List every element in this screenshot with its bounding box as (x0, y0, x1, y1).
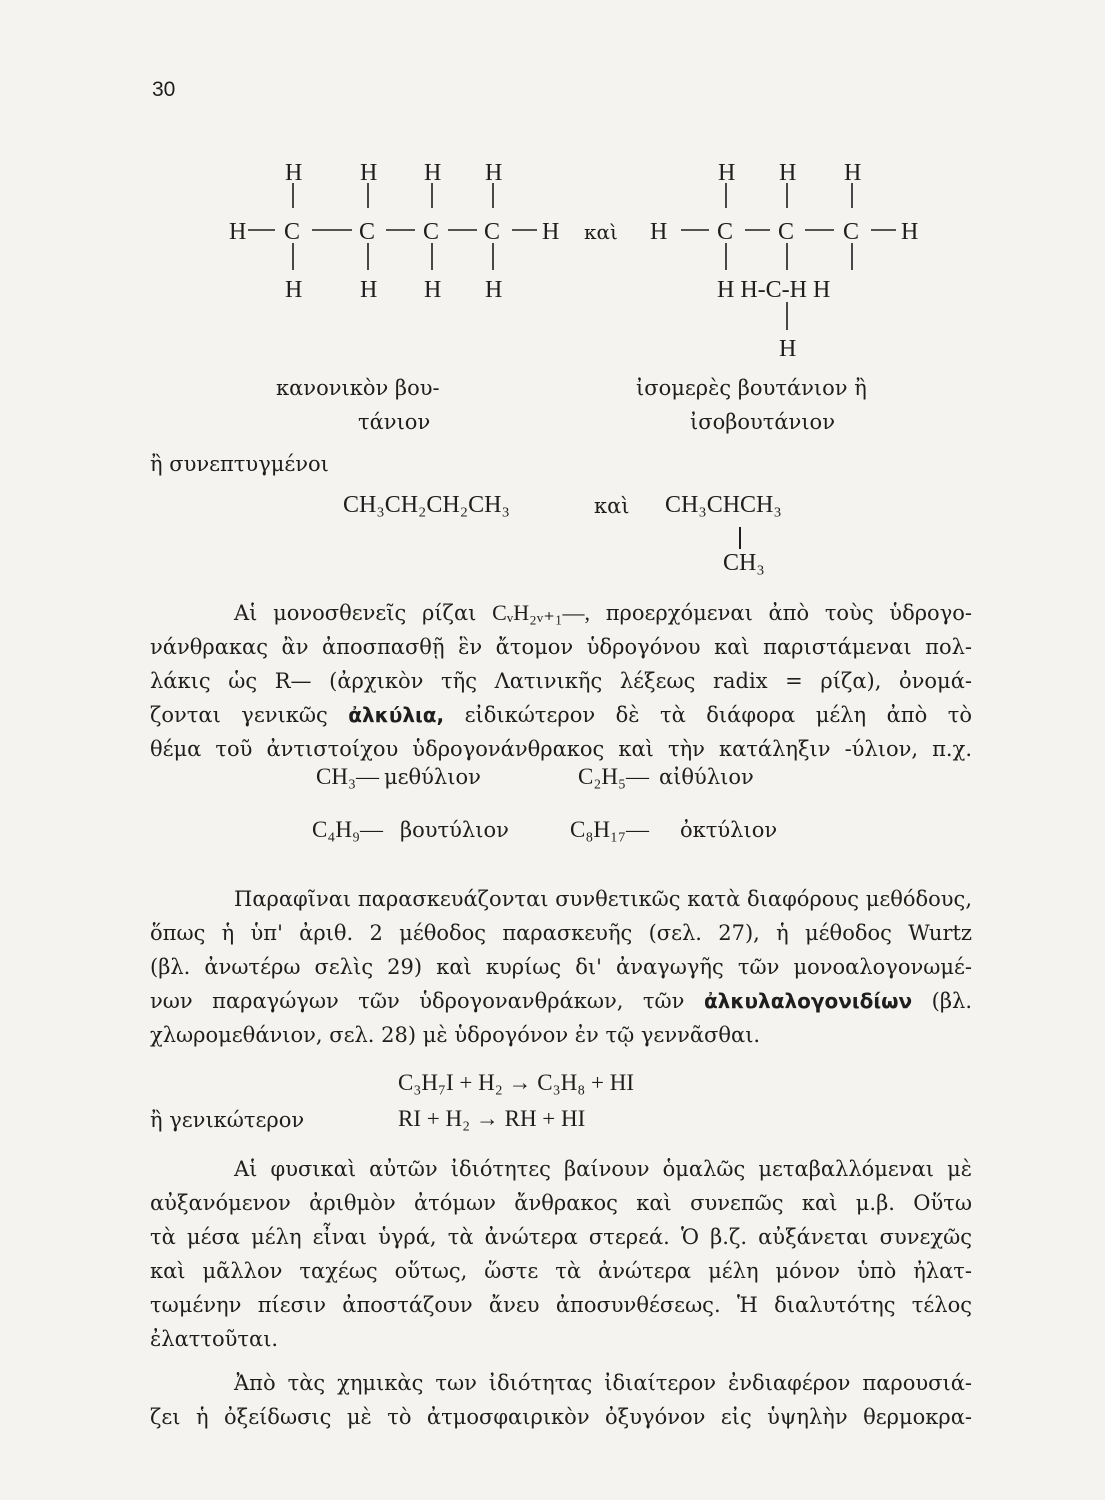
condensed-connector: καὶ (594, 494, 630, 518)
caption-right-line2: ἰσοβουτάνιον (690, 410, 835, 434)
p3-line2: αὐξανόμενον ἀριθμὸν ἀτόμων ἄνθρακος καὶ συνεπῶς καὶ μ.β. Οὕτω (150, 1191, 972, 1215)
right-bottom-row: H H-C-H H (717, 277, 831, 303)
left-bottom-h-4: H (485, 277, 503, 303)
p1-line3: λάκις ὡς R— (ἀρχικὸν τῆς Λατινικῆς λέξεως radix = ρίζα), ὀνομά- (150, 669, 972, 693)
left-top-h-4: H (485, 160, 503, 186)
left-bottom-h-1: H (285, 277, 303, 303)
right-top-h-2: H (779, 160, 797, 186)
caption-left-line1: κανονικὸν βου- (276, 376, 440, 400)
p1-line4-start: ζονται γενικῶς (150, 703, 328, 727)
condensed-left: CH₃CH₂CH₂CH₃ (343, 492, 510, 518)
p4-line1: Ἀπὸ τὰς χημικὰς των ἰδιότητας ἰδιαίτερον ἐνδιαφέρον παρουσιά- (234, 1371, 972, 1395)
reaction-2: RI + H₂ → RH + HI (398, 1106, 586, 1131)
left-chain-h-start: H (229, 219, 247, 245)
condensed-right: CH₃CHCH₃ (665, 492, 782, 518)
p1-line5: θέμα τοῦ ἀντιστοίχου ὑδρογονάνθρακος καὶ τὴν κατάληξιν -ύλιον, π.χ. (150, 737, 972, 761)
p2-line4-start: νων παραγώγων τῶν ὑδρογονανθράκων, τῶν (150, 989, 685, 1013)
alkyl-formula-4: C₈H₁₇— (570, 817, 650, 842)
right-chain-c-2: C (778, 219, 795, 245)
reaction-2-label: ἢ γενικώτερον (150, 1108, 305, 1132)
paragraph-2 (150, 882, 972, 1052)
left-bottom-h-3: H (424, 277, 442, 303)
left-top-h-3: H (424, 160, 442, 186)
p3-line3: τὰ μέσα μέλη εἶναι ὑγρά, τὰ ἀνώτερα στερεά. Ὁ β.ζ. αὐξάνεται συνεχῶς (150, 1225, 972, 1249)
alkyl-name-4: ὀκτύλιον (680, 818, 778, 842)
p2-line2: ὅπως ἡ ὑπ' ἀριθ. 2 μέθοδος παρασκευῆς (σελ. 27), ἡ μέθοδος Wurtz (150, 921, 972, 945)
left-chain-c-1: C (284, 219, 301, 245)
p1-line4-bold-term: ἀλκύλια, (348, 703, 445, 727)
structural-formulas (0, 0, 1105, 380)
right-chain-h-start: H (650, 219, 668, 245)
p2-line3: (βλ. ἀνωτέρω σελὶς 29) καὶ κυρίως δι' ἀναγωγῆς τῶν μονοαλογονωμέ- (150, 955, 972, 979)
right-chain-c-3: C (843, 219, 860, 245)
alkyl-formula-3: C₄H₉— (312, 817, 383, 842)
p2-line4-bold-term: ἀλκυλαλογονιδίων (703, 989, 913, 1013)
left-chain-h-end: H (542, 219, 560, 245)
left-top-h-2: H (360, 160, 378, 186)
p2-line4-end: (βλ. (931, 989, 972, 1013)
alkyl-formula-2: C₂H₅— (578, 764, 649, 789)
right-bottom-h: H (779, 336, 797, 362)
condensed-branch-bond (739, 527, 741, 549)
p3-line1: Αἱ φυσικαὶ αὐτῶν ἰδιότητες βαίνουν ὁμαλῶς μεταβαλλόμεναι μὲ (234, 1157, 972, 1181)
paragraph-1 (150, 596, 972, 766)
condensed-intro: ἢ συνεπτυγμένοι (150, 452, 329, 476)
p3-line5: τωμένην πίεσιν ἀποστάζουν ἄνευ ἀποσυνθέσεως. Ἡ διαλυτότης τέλος (150, 1293, 972, 1317)
left-chain-c-4: C (484, 219, 501, 245)
left-chain-c-2: C (359, 219, 376, 245)
p2-line5: χλωρομεθάνιον, σελ. 28) μὲ ὑδρογόνον ἐν τῷ γεννᾶσθαι. (150, 1023, 761, 1047)
p2-line1: Παραφῖναι παρασκευάζονται συνθετικῶς κατὰ διαφόρους μεθόδους, (234, 887, 972, 911)
p1-line1-end: προερχόμεναι ἀπὸ τοὺς ὑδρογο- (605, 601, 972, 625)
p1-line1-formula: CᵥH₂ᵥ₊₁—, (492, 600, 591, 625)
right-chain-c-1: C (717, 219, 734, 245)
p3-line6: ἐλαττοῦται. (150, 1327, 279, 1351)
reaction-1: C₃H₇I + H₂ → C₃H₈ + HI (398, 1070, 634, 1095)
p1-line2: νάνθρακας ἂν ἀποσπασθῇ ἓν ἄτομον ὑδρογόνου καὶ παριστάμεναι πολ- (150, 635, 972, 659)
p1-line1-start: Αἱ μονοσθενεῖς ρίζαι (234, 601, 477, 625)
p3-line4: καὶ μᾶλλον ταχέως οὕτως, ὥστε τὰ ἀνώτερα μέλη μόνον ὑπὸ ἠλατ- (150, 1259, 972, 1283)
alkyl-name-2: αἰθύλιον (659, 765, 754, 789)
right-top-h-3: H (844, 160, 862, 186)
alkyl-formula-1: CH₃— (316, 764, 379, 789)
alkyl-name-3: βουτύλιον (400, 818, 509, 842)
paragraph-3 (150, 1152, 972, 1356)
left-chain-c-3: C (423, 219, 440, 245)
page-number: 30 (152, 78, 176, 101)
caption-left-line2: τάνιον (358, 410, 431, 434)
caption-right-line1: ἰσομερὲς βουτάνιον ἢ (636, 376, 867, 400)
structures-connector: καὶ (584, 220, 618, 244)
alkyl-name-1: μεθύλιον (384, 765, 481, 789)
left-top-h-1: H (285, 160, 303, 186)
right-chain-h-end: H (901, 219, 919, 245)
p4-line2: ζει ἡ ὀξείδωσις μὲ τὸ ἀτμοσφαιρικὸν ὀξυγόνον εἰς ὑψηλὴν θερμοκρα- (150, 1405, 972, 1429)
paragraph-4 (150, 1366, 972, 1434)
left-bottom-h-2: H (360, 277, 378, 303)
condensed-branch: CH₃ (723, 550, 765, 576)
right-top-h-1: H (718, 160, 736, 186)
p1-line4-end: εἰδικώτερον δὲ τὰ διάφορα μέλη ἀπὸ τὸ (464, 703, 972, 727)
